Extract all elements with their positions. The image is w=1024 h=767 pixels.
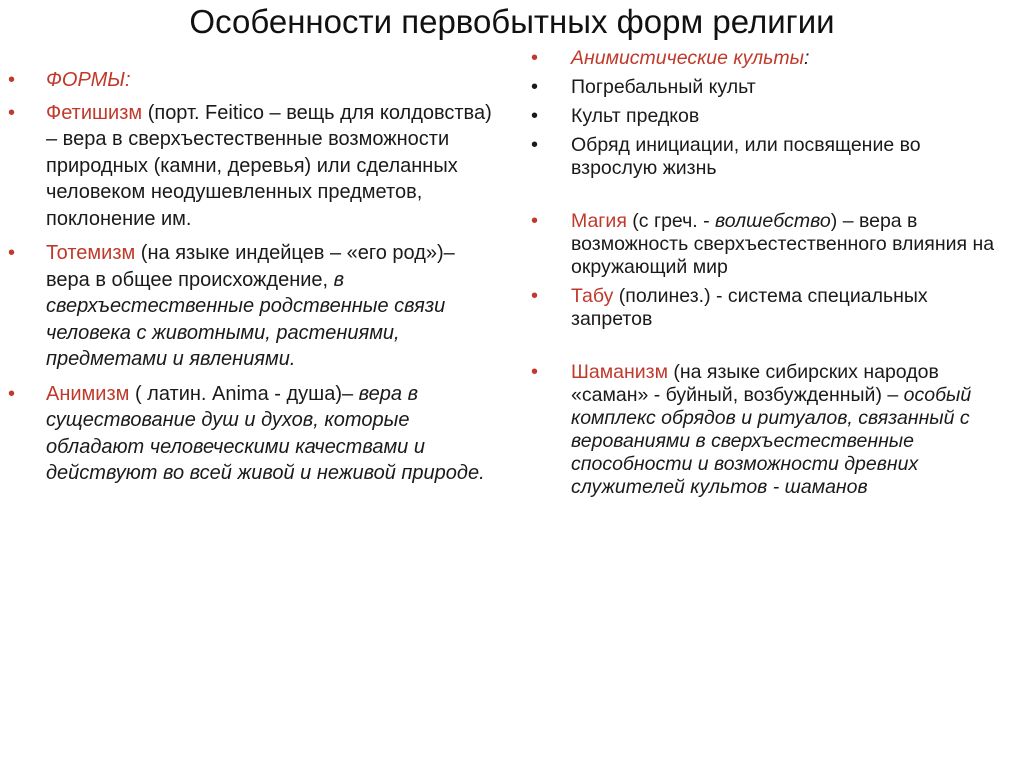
term-fetishism: Фетишизм	[46, 101, 143, 124]
shamanism-text: (на языке сибирских народов «саман» - буйный, возбужденный) –	[571, 361, 939, 406]
ancestor-cult-text: Культ предков	[571, 105, 700, 127]
magic-italic: волшебство	[715, 210, 831, 232]
totemism-text: (на языке индейцев – «его род»)– вера в общее происхождение,	[46, 242, 455, 291]
burial-cult-text: Погребальный культ	[571, 76, 756, 98]
list-item-fetishism	[46, 100, 496, 233]
list-item-ancestor-cult	[571, 105, 1011, 128]
shamanism-italic: особый комплекс обрядов и ритуалов, связанный с верованиями в сверхъестественные способности и возможности древних служителей культов - шаманов	[571, 384, 972, 498]
list-item-forms-header	[46, 67, 496, 94]
magic-text-1: (с греч. -	[626, 210, 716, 232]
list-item-burial-cult	[571, 76, 1011, 99]
list-item-animism	[46, 381, 496, 487]
list-item-totemism	[46, 240, 496, 373]
term-animism: Анимизм	[46, 382, 130, 405]
term-magic: Магия	[571, 210, 627, 232]
page-title: Особенности первобытных форм религии	[189, 3, 835, 40]
term-taboo: Табу	[571, 285, 614, 307]
right-column	[571, 47, 1011, 499]
animism-text: ( латин. Anima - душа)–	[129, 382, 359, 405]
totemism-italic: в сверхъестественные родственные связи человека с животными, растениями, предметами и явлениями.	[46, 268, 446, 370]
left-column	[46, 67, 496, 487]
list-item-magic	[571, 210, 1011, 279]
list-item-shamanism	[571, 361, 1011, 499]
term-totemism: Тотемизм	[46, 242, 136, 264]
fetishism-text: (порт. Feitico – вещь для колдовства) – вера в сверхъестественные возможности природных (камни, деревья) или сделанных человеком неодушевленных предметов, поклонение им.	[46, 101, 492, 230]
list-item-initiation	[571, 134, 1011, 180]
magic-text-2: ) – вера в возможность сверхъестественного влияния на окружающий мир	[571, 210, 995, 278]
initiation-text: Обряд инициации, или посвящение во взрослую жизнь	[571, 134, 921, 179]
term-shamanism: Шаманизм	[571, 361, 668, 383]
list-item-animistic-cults	[571, 47, 1011, 70]
forms-header: ФОРМЫ:	[46, 69, 131, 91]
animistic-cults-header: Анимистические культы	[571, 47, 805, 69]
animistic-cults-colon: :	[804, 47, 810, 69]
taboo-text: (полинез.) - система специальных запретов	[571, 285, 928, 330]
animism-italic: вера в существование душ и духов, которые обладают человеческими качествами и действуют во всей живой и неживой природе.	[46, 382, 485, 484]
list-item-taboo	[571, 285, 1011, 331]
